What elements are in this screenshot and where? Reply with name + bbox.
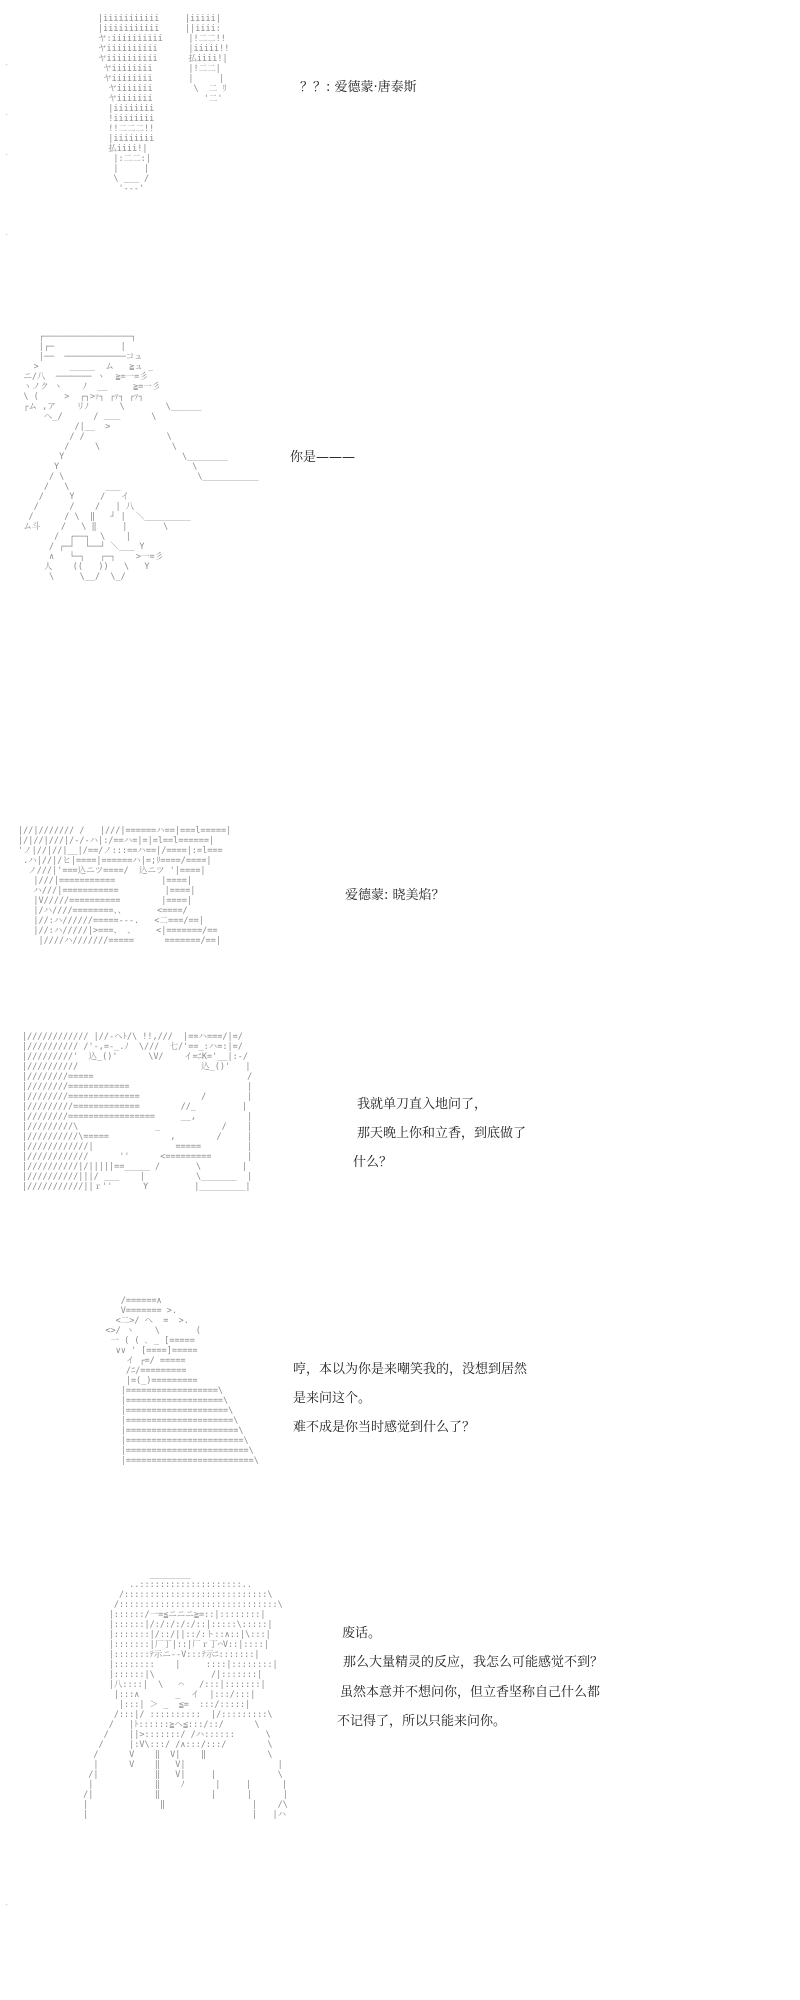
dialogue-line: 难不成是你当时感觉到什么了？ <box>293 1420 476 1435</box>
ascii-art-figure: /======∧ V======= >. <二>/ へ = >. <>/ ヽ \ ( 一 ( ( ､ _ [===== ∨∨ ' [====]===== イ ┌=/ ===== /ﾆ/========= |=(_)========= |==================\ |===================\ |====================\ |=====================\ |======================\ |=======================\ |========================\ |=========================\ <box>105 1296 259 1466</box>
margin-mark: - <box>4 1900 9 1909</box>
margin-mark: - <box>4 230 9 239</box>
ascii-art-figure: ________ ..::::::::::::::::::::.. /::::::::::::::::::::::::::::\ /:::::::::::::::::::::::::::::::\ |::::::/一=≦ニニニ≧=::|::::::::| |::::::|/:/:/:/:/::|:::::\:::::| |:::::::|/::/||::/:ト::∧::|\:::| |:::::::|厂丁|::|厂ｒ丁⌒V::|::::| |:::::::ﾃ示ニ--V:::ﾃ示ﾆ:::::::| |:::::::: | ::::|::::::::| |::::::|\ /|:::::::| |八::::| \ ⌒ /:::|:::::::| |:::∧ _ イ |:::/:::| |:::| ＞ _ ≦= :::/:::::| /:::|/ :::::::::: |/:::::::::\ / |ﾄ::::::≧ヘ≦:::/::/ \ / ||>:::::::/ /ハ:::::: \ / |:V\:::/ /∧:::/:::/ \ / V ‖ V| ‖ \ | V ‖ V| | /| ‖ V| | \ | ‖ ﾉ | | | /| ‖ | | | | ‖ | /\ | | |ハ <box>83 1570 288 1820</box>
panel-1 <box>0 0 800 300</box>
panel-5 <box>0 1290 800 1540</box>
dialogue-line: 不记得了，所以只能来问你。 <box>337 1714 507 1729</box>
dialogue-line: 你是——— <box>290 450 356 465</box>
dialogue-line: 那天晚上你和立香，到底做了 <box>357 1126 527 1141</box>
margin-mark: - <box>4 150 9 159</box>
panel-3 <box>0 820 800 1000</box>
margin-mark: - <box>4 110 9 119</box>
margin-mark: - <box>4 60 9 69</box>
dialogue-line: 废话。 <box>342 1626 382 1641</box>
panel-2 <box>0 320 800 800</box>
panel-6 <box>0 1560 800 2000</box>
ascii-art-figure: |//////////// |//-ヘﾄ/\ !!,/// |==ハ===/|=/ |////////// /'-,=-_.ﾉ \/// 七/'==_:ハ=:|=/ |/////////' 込_()' \V/ イ=ﾆK='__|:-/ |////////// 込_()' | |////////===== / |////////============ | |////////============== / | |/////////============= //_ | |////////================= __, | |/////////\ _ / | |//////////\===== , / | |////////////| ===== | |//////////// '' <========= | |//////////|/|||||==_____ / \ | |//////////|||/ ___ | \_______ | |///////////||ｒ'' Y |_________| <box>22 1032 253 1192</box>
ascii-art-figure: |//|/////// / |///|======ハ==|===l=====| |/|//|///|/-/-ハ|:/==ハ=|=|=l==l======| 'ノ|//|//|__|/==/ノ:::==ハ==|/====|:=l=== .ハ|//|/ヒ|====|======ハ|=;ﾘ====/====| ノ///|'===込ニツ====/ 込ニツ '|====| |///|=========== |====| ハ///|=========== |====| |V/////========== |====| |/ハ////========、、 <====/ |//:ハ//////=====---. <二===/==| |//:ハ/////|>===、 、 <|=======/== |////ハ///////===== =======/==| <box>18 826 232 946</box>
ascii-art-figure: |iiiiiiiiiii |iiiii| |iiiiiiiiiii ||iiii: ヤ:iiiiiiiiii |!二二!! ヤiiiiiiiiii |iiiii!! ヤiiiiiiiiii 払iiii!| ヤiiiiiiii |!二二| ヤiiiiiiii | | ヤiiiiiii \ 二 ﾘ ヤiiiiiii '二' |iiiiiiii !iiiiiiii !!二二二!! |iiiiiiii 払iiii!| |:二二:| | | \ ___ / '---' <box>98 14 230 194</box>
dialogue-line: 我就单刀直入地问了， <box>357 1097 488 1112</box>
panel-4 <box>0 1020 800 1280</box>
dialogue-line: 什么？ <box>353 1155 393 1170</box>
dialogue-line: 爱德蒙: 晓美焰？ <box>345 888 445 903</box>
dialogue-line: ？？: 爱德蒙·唐泰斯 <box>300 80 417 95</box>
ascii-art-figure: ┌─────────────────┐ |┌─ | |── ────────────コュ > _____ ム ≧ュ _ ニ/八 ─────── ヽ ≧=一=彡 ヽノク ヽ ﾉ __ ≧=一彡 \ ( > ┌┐>ｧ┐ ┌ｧ┐ ┌ｧ┐ ┌ム ,ア リﾉ \ \______ へ_/ / ＿＿ \ /|__ > / / \ / \ \ Y \________ Y \ / \ \___________ / \ ___ / Y / イ / / / | 八 / / \ ‖ ┘ | ＼_________ ム斗 / \ ‖ | \ / ┌──┐ \ | / ┌─┘ └──┘ ＼___ Y ∧ └─┐ ┌─┐ >一=彡 人 (( )) \ Y \ \__/ \_/ <box>23 332 259 582</box>
dialogue-line: 虽然本意并不想问你，但立香坚称自己什么都 <box>340 1685 601 1700</box>
dialogue-line: 那么大量精灵的反应，我怎么可能感觉不到？ <box>343 1655 604 1670</box>
dialogue-line: 哼，本以为你是来嘲笑我的，没想到居然 <box>293 1362 528 1377</box>
dialogue-line: 是来问这个。 <box>293 1391 372 1406</box>
